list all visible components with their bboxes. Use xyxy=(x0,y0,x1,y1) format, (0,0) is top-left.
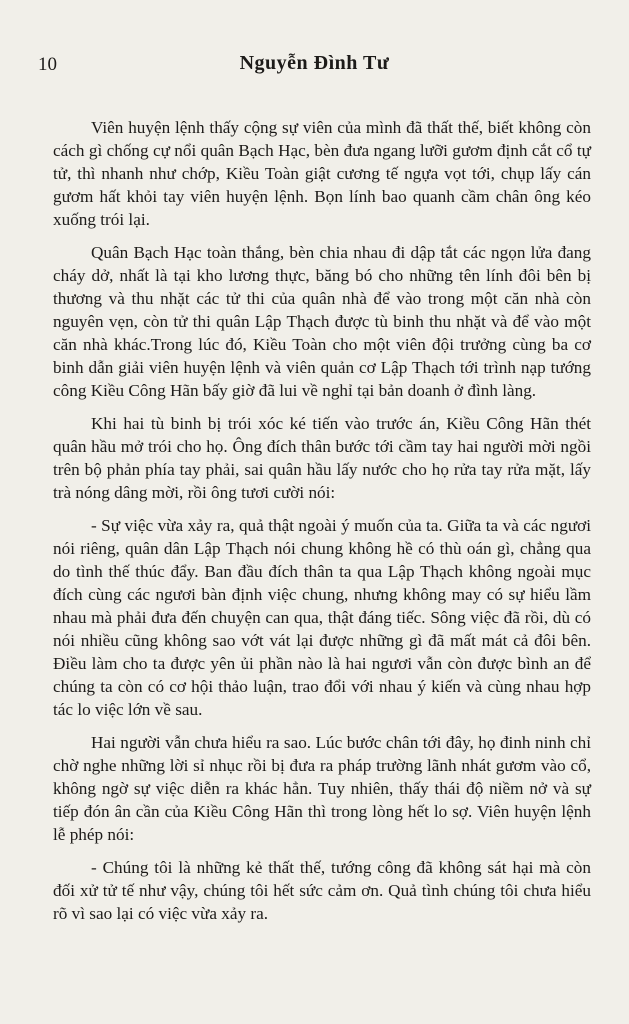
page-header xyxy=(0,52,629,82)
paragraph: - Sự việc vừa xảy ra, quả thật ngoài ý muốn của ta. Giữa ta và các ngươi nói riêng, quân dân Lập Thạch nói chung không hề có thù oán gì, chẳng qua do tình thế thúc đẩy. Ban đầu đích thân ta qua Lập Thạch không ngoài mục đích cùng các ngươi bàn định việc chung, nhưng không may có sự hiểu lầm nhau mà phải đưa đến chuyện can qua, thật đáng tiếc. Sông việc đã rồi, dù có nói nhiều cũng không sao vớt vát lại được những gì đã mất mát cả đôi bên. Điều làm cho ta được yên ủi phần nào là hai ngươi vẫn còn được bình an để chúng ta còn có cơ hội thảo luận, trao đổi với nhau ý kiến và cùng nhau hợp tác lo việc lớn về sau. xyxy=(53,516,591,719)
paragraph: Quân Bạch Hạc toàn thắng, bèn chia nhau đi dập tắt các ngọn lửa đang cháy dở, nhất là tại kho lương thực, băng bó cho những tên lính đôi bên bị thương và thu nhặt các tử thi của quân nhà để vào trong một căn nhà còn nguyên vẹn, còn tử thi quân Lập Thạch được tù binh thu nhặt và để vào một căn nhà khác.Trong lúc đó, Kiều Toàn cho một viên đội trưởng cùng ba cơ binh dẫn giải viên huyện lệnh và viên quản cơ Lập Thạch tới trình nạp tướng công Kiều Công Hãn bấy giờ đã lui về nghỉ tại bản doanh ở đình làng. xyxy=(53,243,591,400)
paragraph: Hai người vẫn chưa hiểu ra sao. Lúc bước chân tới đây, họ đinh ninh chỉ chờ nghe những lời sỉ nhục rồi bị đưa ra pháp trường lãnh nhát gươm vào cổ, không ngờ sự việc diễn ra khác hẳn. Tuy nhiên, thấy thái độ niềm nở và sự tiếp đón ân cần của Kiều Công Hãn thì trong lòng hết lo sợ. Viên huyện lệnh lễ phép nói: xyxy=(53,733,591,844)
running-head-author: Nguyễn Đình Tư xyxy=(239,52,390,74)
body-text xyxy=(53,116,591,925)
paragraph: - Chúng tôi là những kẻ thất thế, tướng công đã không sát hại mà còn đối xử tử tế như vậy, chúng tôi hết sức cảm ơn. Quả tình chúng tôi chưa hiểu rõ vì sao lại có việc vừa xảy ra. xyxy=(53,858,591,923)
page-number: 10 xyxy=(38,54,57,75)
paragraph: Viên huyện lệnh thấy cộng sự viên của mình đã thất thế, biết không còn cách gì chống cự nổi quân Bạch Hạc, bèn đưa ngang lưỡi gươm định cắt cổ tự tử, thì nhanh như chớp, Kiều Toàn giật cương tế ngựa vọt tới, chụp lấy cán gươm hất khỏi tay viên huyện lệnh. Bọn lính bao quanh cầm chân ông kéo xuống trói lại. xyxy=(53,118,591,229)
paragraph: Khi hai tù binh bị trói xóc ké tiến vào trước án, Kiều Công Hãn thét quân hầu mở trói cho họ. Ông đích thân bước tới cầm tay hai người mời ngồi trên bộ phản phía tay phải, sai quân hầu lấy nước cho họ rửa tay rửa mặt, lấy trà nóng dâng mời, rồi ông tươi cười nói: xyxy=(53,414,591,502)
